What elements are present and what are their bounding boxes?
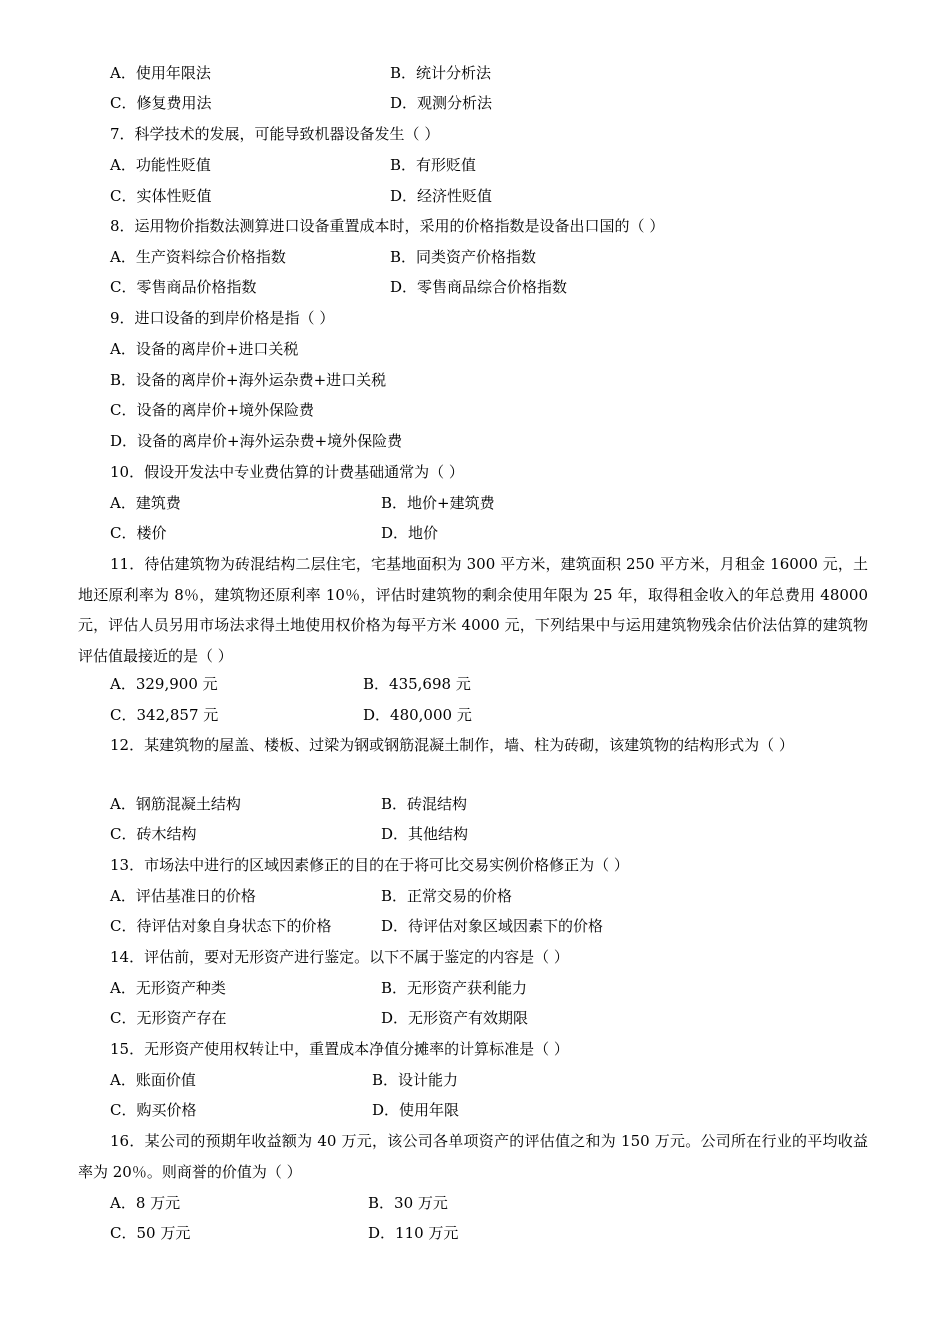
q9-option-c: C．设备的离岸价+境外保险费 (110, 401, 315, 419)
q10-option-c: C．楼价 (110, 524, 167, 542)
q6-option-c: C．修复费用法 (110, 94, 212, 112)
q12-option-b: B．砖混结构 (381, 795, 468, 813)
q15-stem: 15．无形资产使用权转让中，重置成本净值分摊率的计算标准是（ ） (110, 1040, 569, 1058)
q13-option-b: B．正常交易的价格 (381, 887, 513, 905)
q11-option-b: B．435,698 元 (363, 675, 471, 693)
q9-option-b: B．设备的离岸价+海外运杂费+进口关税 (110, 371, 387, 389)
q14-option-a: A．无形资产种类 (110, 979, 226, 997)
q14-stem: 14．评估前，要对无形资产进行鉴定。以下不属于鉴定的内容是（ ） (110, 948, 569, 966)
q11-option-d: D．480,000 元 (363, 706, 472, 724)
q8-stem: 8．运用物价指数法测算进口设备重置成本时，采用的价格指数是设备出口国的（ ） (110, 217, 665, 235)
q6-option-a: A．使用年限法 (110, 64, 211, 82)
q12-option-d: D．其他结构 (381, 825, 469, 843)
q12-stem: 12．某建筑物的屋盖、楼板、过梁为钢或钢筋混凝土制作，墙、柱为砖砌，该建筑物的结构形式为（ ） (110, 736, 794, 754)
q14-option-b: B．无形资产获利能力 (381, 979, 528, 997)
q15-option-b: B．设计能力 (372, 1071, 459, 1089)
q7-option-a: A．功能性贬值 (110, 156, 211, 174)
q16-option-d: D．110 万元 (368, 1224, 459, 1242)
q11-option-a: A．329,900 元 (110, 675, 218, 693)
q16-option-b: B．30 万元 (368, 1194, 448, 1212)
q13-stem: 13．市场法中进行的区域因素修正的目的在于将可比交易实例价格修正为（ ） (110, 856, 629, 874)
q12-option-a: A．钢筋混凝土结构 (110, 795, 241, 813)
q15-option-c: C．购买价格 (110, 1101, 197, 1119)
q10-option-a: A．建筑费 (110, 494, 181, 512)
q7-option-d: D．经济性贬值 (390, 187, 493, 205)
q6-option-b: B．统计分析法 (390, 64, 492, 82)
q11-stem: 11．待估建筑物为砖混结构二层住宅，宅基地面积为 300 平方米，建筑面积 250 平方米，月租金 16000 元，土地还原利率为 8％，建筑物还原利率 10％，评估时建筑物的剩余使用年限为 25 年，取得租金收入的年总费用 48000 元，评估人员另用市场法求得土地使用权价格为每平方米 4000 元，下列结果中与运用建筑物残余估价法估算的建筑物评估值最接近的是（ ） (78, 555, 868, 665)
q8-option-a: A．生产资料综合价格指数 (110, 248, 286, 266)
q16-option-a: A．8 万元 (110, 1194, 181, 1212)
q13-option-d: D．待评估对象区域因素下的价格 (381, 917, 604, 935)
q8-option-c: C．零售商品价格指数 (110, 278, 257, 296)
q16-option-c: C．50 万元 (110, 1224, 191, 1242)
q10-stem: 10．假设开发法中专业费估算的计费基础通常为（ ） (110, 463, 464, 481)
q7-option-c: C．实体性贬值 (110, 187, 212, 205)
q12-option-c: C．砖木结构 (110, 825, 197, 843)
q9-option-a: A．设备的离岸价+进口关税 (110, 340, 299, 358)
q9-stem: 9．进口设备的到岸价格是指（ ） (110, 309, 335, 327)
q16-stem: 16．某公司的预期年收益额为 40 万元，该公司各单项资产的评估值之和为 150 万元。公司所在行业的平均收益率为 20％。则商誉的价值为（ ） (78, 1132, 868, 1181)
q11-option-c: C．342,857 元 (110, 706, 219, 724)
q8-option-d: D．零售商品综合价格指数 (390, 278, 568, 296)
q9-option-d: D．设备的离岸价+海外运杂费+境外保险费 (110, 432, 403, 450)
q14-option-c: C．无形资产存在 (110, 1009, 227, 1027)
q13-option-c: C．待评估对象自身状态下的价格 (110, 917, 332, 935)
q7-stem: 7．科学技术的发展，可能导致机器设备发生（ ） (110, 125, 440, 143)
q10-option-b: B．地价+建筑费 (381, 494, 495, 512)
q7-option-b: B．有形贬值 (390, 156, 477, 174)
q13-option-a: A．评估基准日的价格 (110, 887, 256, 905)
q15-option-d: D．使用年限 (372, 1101, 460, 1119)
q6-option-d: D．观测分析法 (390, 94, 493, 112)
q10-option-d: D．地价 (381, 524, 439, 542)
q14-option-d: D．无形资产有效期限 (381, 1009, 529, 1027)
q8-option-b: B．同类资产价格指数 (390, 248, 537, 266)
q15-option-a: A．账面价值 (110, 1071, 196, 1089)
